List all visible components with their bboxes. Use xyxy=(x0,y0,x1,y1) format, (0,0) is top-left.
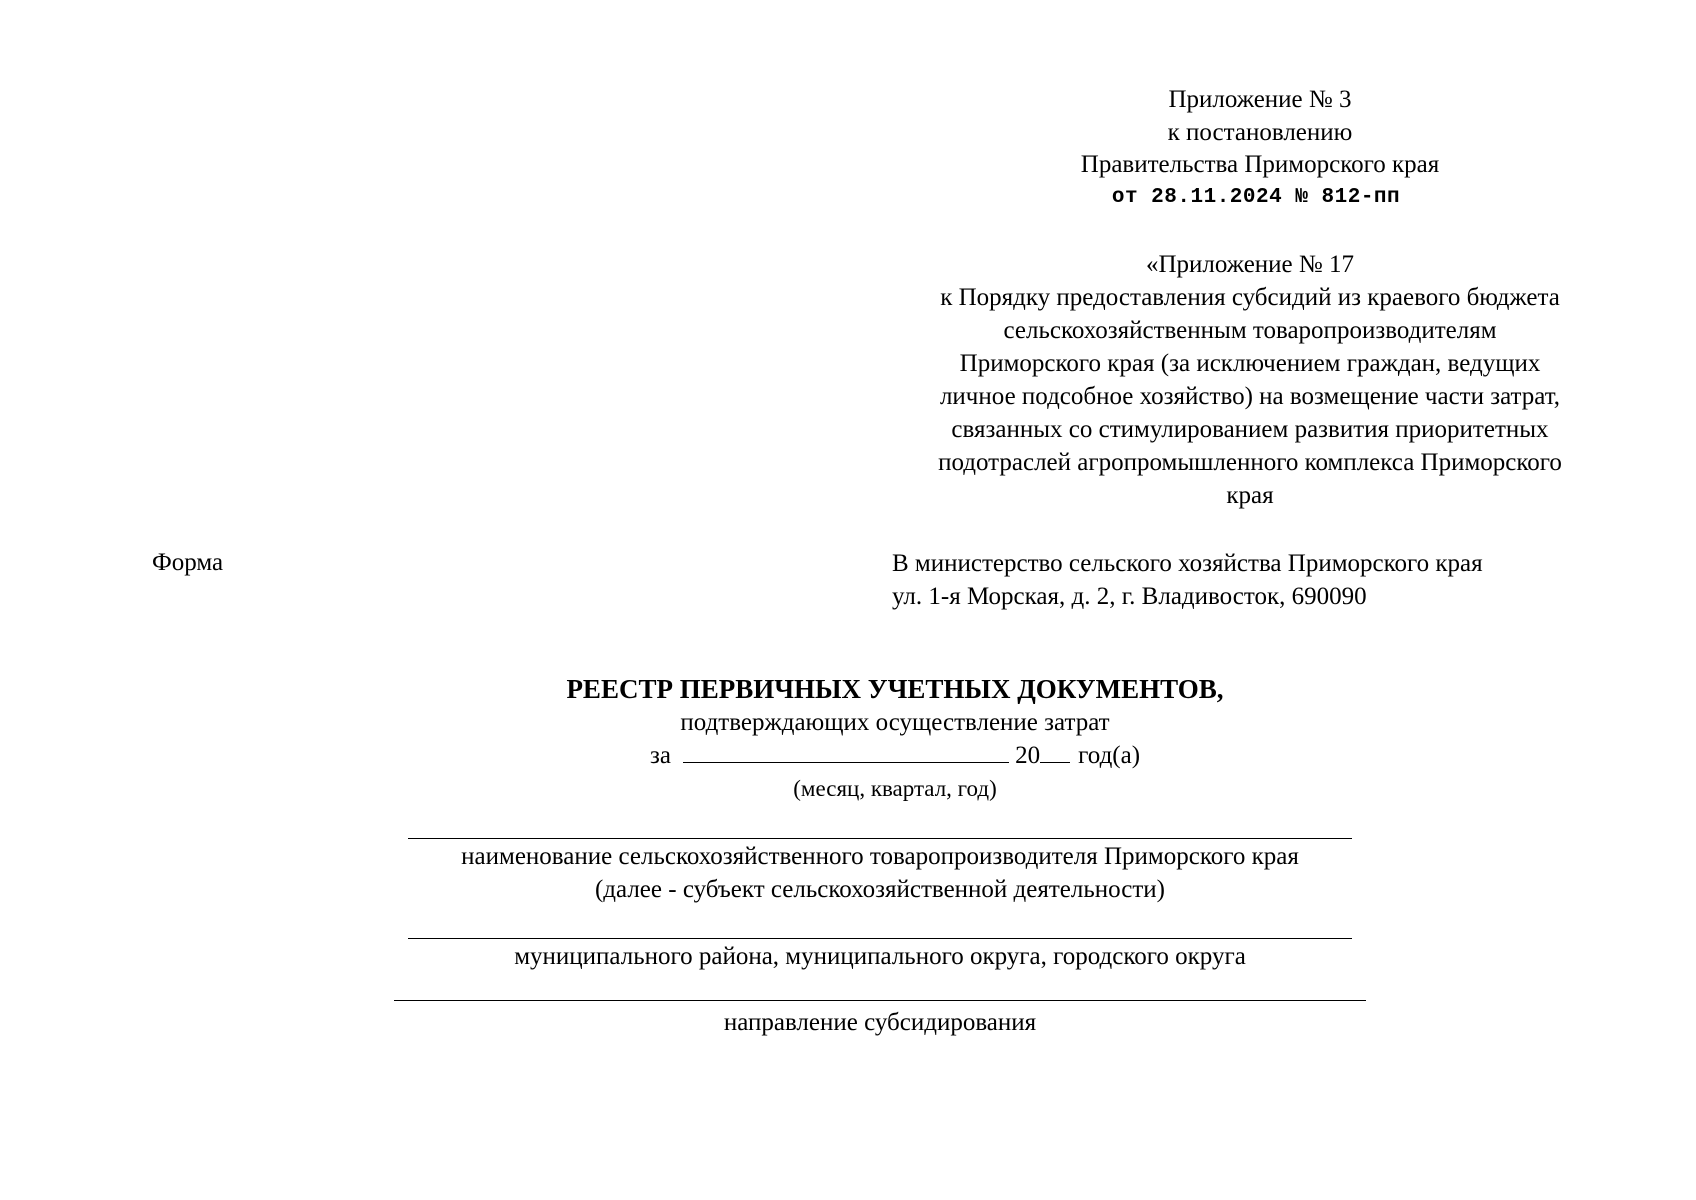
appendix-3-title: Приложение № 3 xyxy=(1168,86,1352,113)
appendix-3-government: Правительства Приморского края xyxy=(1080,151,1440,178)
producer-name-caption xyxy=(300,840,1460,906)
year-blank-field[interactable] xyxy=(1040,740,1070,763)
appendix-17-line: подотраслей агропромышленного комплекса Приморского xyxy=(938,449,1562,476)
subsidy-direction-field[interactable] xyxy=(394,1000,1366,1001)
appendix-17-line: края xyxy=(1226,482,1274,509)
form-label: Форма xyxy=(152,549,224,576)
document-title: РЕЕСТР ПЕРВИЧНЫХ УЧЕТНЫХ ДОКУМЕНТОВ, xyxy=(566,674,1224,704)
period-prefix: за xyxy=(649,742,671,769)
period-line xyxy=(370,739,1420,772)
appendix-3-header xyxy=(1000,84,1520,214)
municipality-caption xyxy=(300,940,1460,973)
subsidy-direction-label: направление субсидирования xyxy=(723,1009,1037,1036)
appendix-17-line: к Порядку предоставления субсидий из краевого бюджета xyxy=(940,284,1560,311)
producer-name-label: наименование сельскохозяйственного товаропроизводителя Приморского края xyxy=(461,843,1299,870)
document-title-block xyxy=(370,673,1420,805)
appendix-17-line: связанных со стимулированием развития приоритетных xyxy=(951,416,1549,443)
appendix-3-to-resolution: к постановлению xyxy=(1167,118,1353,146)
appendix-17-header xyxy=(880,248,1620,512)
year-prefix: 20 xyxy=(1015,742,1041,769)
addressee-ministry: В министерство сельского хозяйства Приморского края xyxy=(892,550,1483,577)
appendix-17-line: личное подсобное хозяйство) на возмещение части затрат, xyxy=(939,383,1561,410)
addressee-address: ул. 1-я Морская, д. 2, г. Владивосток, 690090 xyxy=(892,583,1367,610)
period-hint: (месяц, квартал, год) xyxy=(793,776,997,801)
document-subtitle: подтверждающих осуществление затрат xyxy=(680,709,1110,736)
appendix-17-line: Приморского края (за исключением граждан, ведущих xyxy=(959,350,1541,377)
period-blank-field[interactable] xyxy=(683,740,1009,763)
producer-name-field[interactable] xyxy=(408,838,1352,839)
producer-name-note: (далее - субъект сельскохозяйственной деятельности) xyxy=(594,876,1166,903)
subsidy-direction-caption xyxy=(300,1006,1460,1039)
appendix-17-line: «Приложение № 17 xyxy=(1145,251,1355,278)
appendix-17-line: сельскохозяйственным товаропроизводителям xyxy=(1003,317,1497,344)
resolution-date-number-stamp: от 28.11.2024 № 812-пп xyxy=(1111,185,1401,209)
addressee-block xyxy=(892,547,1483,613)
municipality-field[interactable] xyxy=(408,938,1352,939)
year-suffix: год(а) xyxy=(1078,742,1141,769)
municipality-label: муниципального района, муниципального округа, городского округа xyxy=(514,943,1246,970)
